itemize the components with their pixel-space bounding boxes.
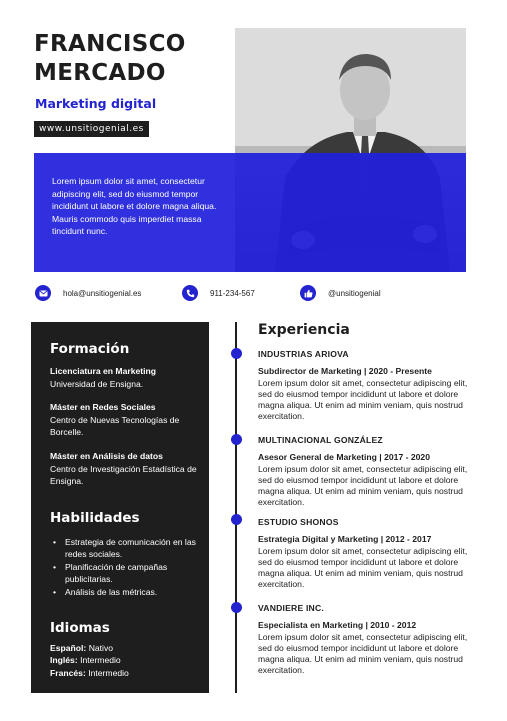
timeline-dot bbox=[231, 514, 242, 525]
website-badge: www.unsitiogenial.es bbox=[34, 121, 149, 137]
language-level: Nativo bbox=[88, 643, 114, 653]
mail-icon bbox=[35, 285, 51, 301]
education-school: Centro de Nuevas Tecnologías de Borcelle. bbox=[50, 414, 180, 437]
email-text: hola@unsitiogenial.es bbox=[63, 288, 142, 298]
job-company: ESTUDIO SHONOS bbox=[258, 517, 339, 527]
contact-phone[interactable] bbox=[182, 285, 255, 301]
job-entry bbox=[258, 603, 470, 676]
job-company: VANDIERE INC. bbox=[258, 603, 324, 613]
language-name: Francés: bbox=[50, 667, 86, 678]
language-level: Intermedio bbox=[80, 655, 121, 666]
education-degree: Máster en Análisis de datos bbox=[50, 451, 163, 461]
list-item: • Análisis de las métricas. bbox=[53, 586, 203, 598]
job-role: Marketing digital bbox=[35, 96, 157, 111]
education-degree: Licenciatura en Marketing bbox=[50, 366, 157, 376]
education-title: Formación bbox=[50, 341, 130, 357]
job-entry bbox=[258, 517, 470, 590]
job-description: Lorem ipsum dolor sit amet, consectetur adipiscing elit, sed do eiusmod tempor incididunt ut labore et dolore magna aliqua. Ut enim ad minim veniam, quis nostrud exercitation. bbox=[258, 464, 468, 507]
intro-text: Lorem ipsum dolor sit amet, consectetur adipiscing elit, sed do eiusmod tempor incididunt ut labore et dolore magna aliqua. Mauris commodo quis imperdiet massa tincidunt nunc. bbox=[52, 176, 217, 237]
job-position: Asesor General de Marketing | 2017 - 2020 bbox=[258, 452, 430, 462]
job-position: Subdirector de Marketing | 2020 - Presente bbox=[258, 366, 432, 376]
job-company: MULTINACIONAL GONZÁLEZ bbox=[258, 435, 383, 445]
contact-social[interactable] bbox=[300, 285, 381, 301]
education-school: Centro de Investigación Estadística de Ensigna. bbox=[50, 463, 197, 486]
skills-list bbox=[53, 536, 203, 599]
list-item: • Planificación de campañas publicitarias. bbox=[53, 561, 203, 586]
job-entry bbox=[258, 435, 470, 508]
languages-list bbox=[50, 642, 129, 679]
candidate-name bbox=[34, 30, 186, 88]
language-item bbox=[50, 667, 129, 679]
education-degree: Máster en Redes Sociales bbox=[50, 402, 156, 412]
language-name: Español: bbox=[50, 643, 87, 653]
job-description: Lorem ipsum dolor sit amet, consectetur adipiscing elit, sed do eiusmod tempor incididunt ut labore et dolore magna aliqua. Ut enim ad minim veniam, quis nostrud exercitation. bbox=[258, 378, 468, 421]
job-description: Lorem ipsum dolor sit amet, consectetur adipiscing elit, sed do eiusmod tempor incididunt ut labore et dolore magna aliqua. Ut enim ad minim veniam, quis nostrud exercitation. bbox=[258, 546, 468, 589]
sidebar bbox=[31, 322, 209, 693]
job-position: Estrategia Digital y Marketing | 2012 - 2017 bbox=[258, 534, 432, 544]
phone-icon bbox=[182, 285, 198, 301]
first-name: FRANCISCO bbox=[34, 31, 186, 57]
education-item bbox=[50, 401, 200, 439]
languages-title: Idiomas bbox=[50, 620, 110, 636]
experience-title: Experiencia bbox=[258, 322, 350, 338]
language-item bbox=[50, 642, 129, 654]
thumbs-up-icon bbox=[300, 285, 316, 301]
timeline-dot bbox=[231, 602, 242, 613]
job-entry bbox=[258, 349, 470, 422]
education-item bbox=[50, 450, 200, 488]
education-school: Universidad de Ensigna. bbox=[50, 378, 144, 389]
job-company: INDUSTRIAS ARIOVA bbox=[258, 349, 349, 359]
last-name: MERCADO bbox=[34, 60, 166, 86]
list-item: • Estrategia de comunicación en las redes sociales. bbox=[53, 536, 203, 561]
timeline-dot bbox=[231, 348, 242, 359]
language-item bbox=[50, 654, 129, 666]
job-description: Lorem ipsum dolor sit amet, consectetur adipiscing elit, sed do eiusmod tempor incididunt ut labore et dolore magna aliqua. Ut enim ad minim veniam, quis nostrud exercitation. bbox=[258, 632, 468, 675]
language-level: Intermedio bbox=[88, 667, 129, 678]
timeline-dot bbox=[231, 434, 242, 445]
language-name: Inglés: bbox=[50, 655, 78, 666]
contact-email[interactable] bbox=[35, 285, 141, 301]
skills-title: Habilidades bbox=[50, 510, 140, 526]
social-text: @unsitiogenial bbox=[328, 288, 381, 298]
education-item bbox=[50, 365, 200, 390]
job-position: Especialista en Marketing | 2010 - 2012 bbox=[258, 620, 417, 630]
timeline-line bbox=[235, 322, 237, 693]
phone-text: 911-234-567 bbox=[210, 288, 255, 298]
